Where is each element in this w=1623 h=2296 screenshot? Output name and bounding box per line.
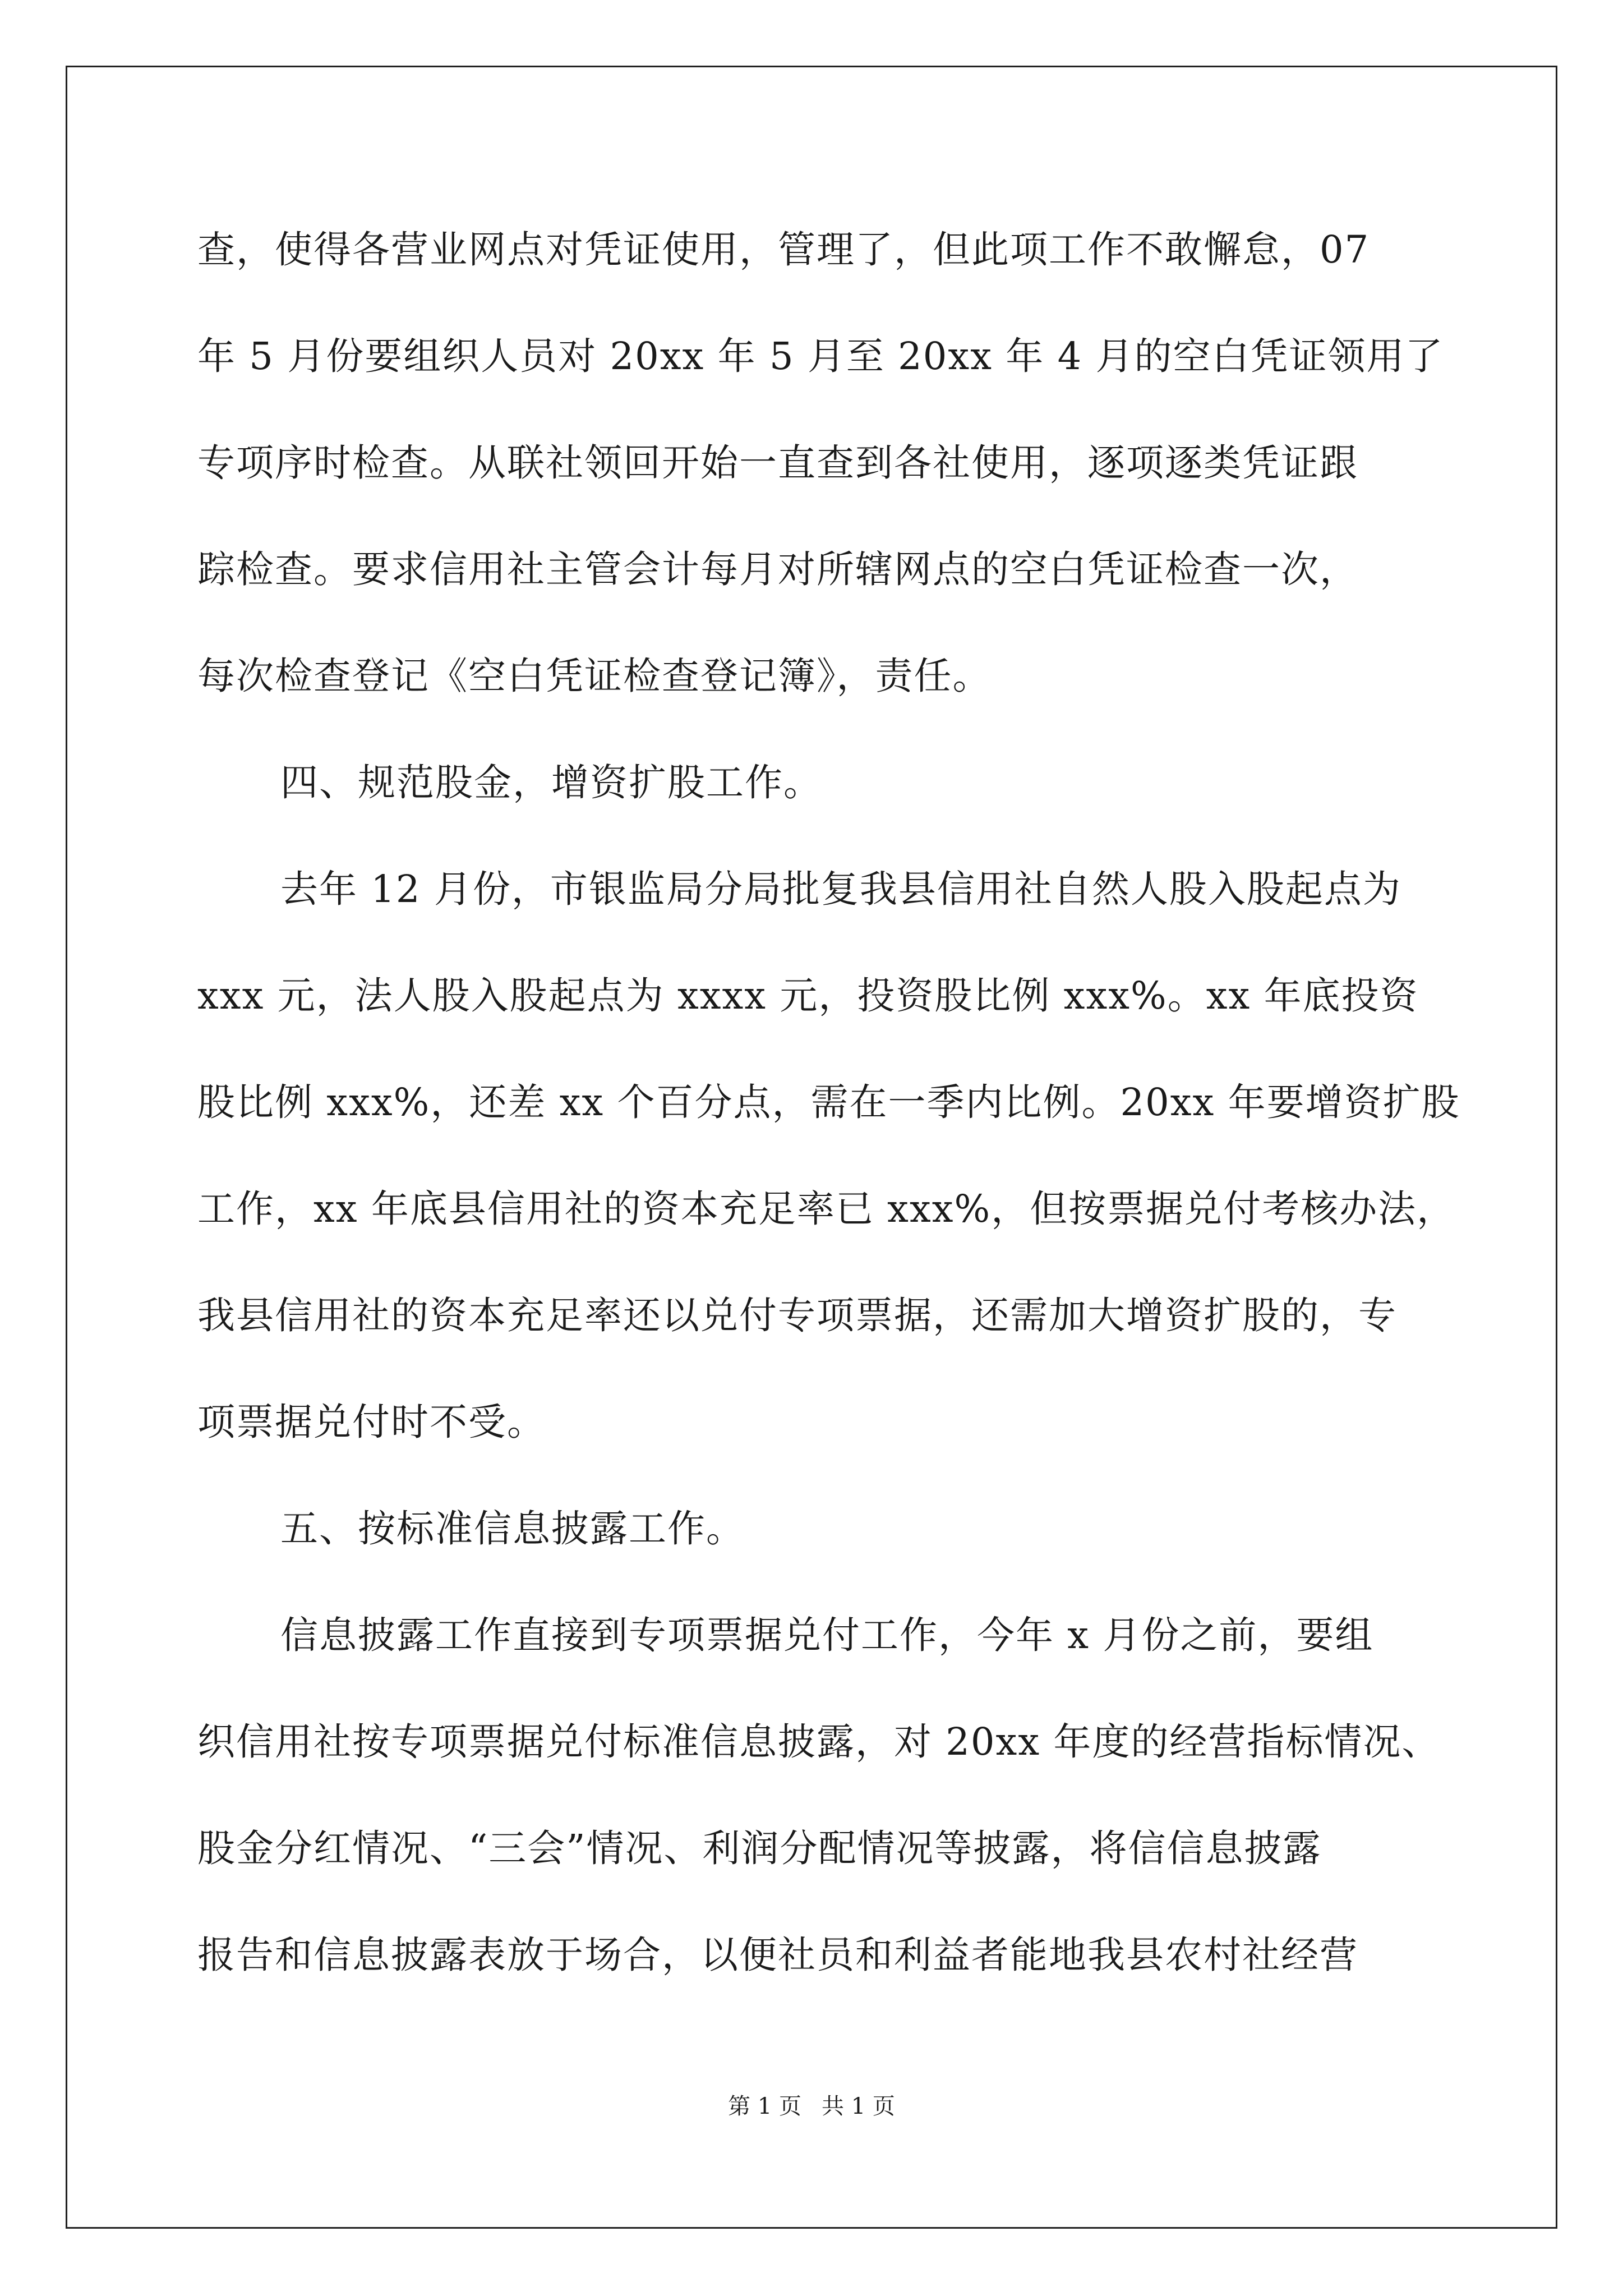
- text-line: 踪检查。要求信用社主管会计每月对所辖网点的空白凭证检查一次，: [197, 547, 1358, 591]
- page-footer: [0, 2090, 1623, 2123]
- text-line: 织信用社按专项票据兑付标准信息披露，对 20xx 年度的经营指标情况、: [197, 1720, 1441, 1764]
- text-line: 年 5 月份要组织人员对 20xx 年 5 月至 20xx 年 4 月的空白凭证领用了: [197, 334, 1444, 378]
- text-line: 专项序时检查。从联社领回开始一直查到各社使用，逐项逐类凭证跟: [197, 441, 1358, 485]
- text-line: xxx 元，法人股入股起点为 xxxx 元，投资股比例 xxx%。xx 年底投资: [197, 974, 1419, 1018]
- page-number: 第 1 页: [728, 2093, 801, 2119]
- text-line: 去年 12 月份，市银监局分局批复我县信用社自然人股入股起点为: [280, 867, 1401, 911]
- text-line: 股金分红情况、“三会”情况、利润分配情况等披露，将信信息披露: [197, 1826, 1322, 1870]
- text-line: 查，使得各营业网点对凭证使用，管理了，但此项工作不敢懈怠，07: [197, 228, 1370, 272]
- page-border: [66, 66, 1557, 2229]
- section-heading: 五、按标准信息披露工作。: [280, 1507, 745, 1550]
- text-line: 项票据兑付时不受。: [197, 1400, 546, 1444]
- text-line: 信息披露工作直接到专项票据兑付工作，今年 x 月份之前，要组: [280, 1613, 1374, 1657]
- text-line: 工作，xx 年底县信用社的资本充足率已 xxx%，但按票据兑付考核办法，: [197, 1187, 1456, 1231]
- text-line: 股比例 xxx%，还差 xx 个百分点，需在一季内比例。20xx 年要增资扩股: [197, 1080, 1460, 1124]
- section-heading: 四、规范股金，增资扩股工作。: [280, 761, 822, 804]
- text-line: 每次检查登记《空白凭证检查登记簿》，责任。: [197, 654, 992, 698]
- text-line: 我县信用社的资本充足率还以兑付专项票据，还需加大增资扩股的，专: [197, 1294, 1397, 1337]
- text-line: 报告和信息披露表放于场合，以便社员和利益者能地我县农村社经营: [197, 1933, 1358, 1977]
- page-total: 共 1 页: [822, 2093, 895, 2119]
